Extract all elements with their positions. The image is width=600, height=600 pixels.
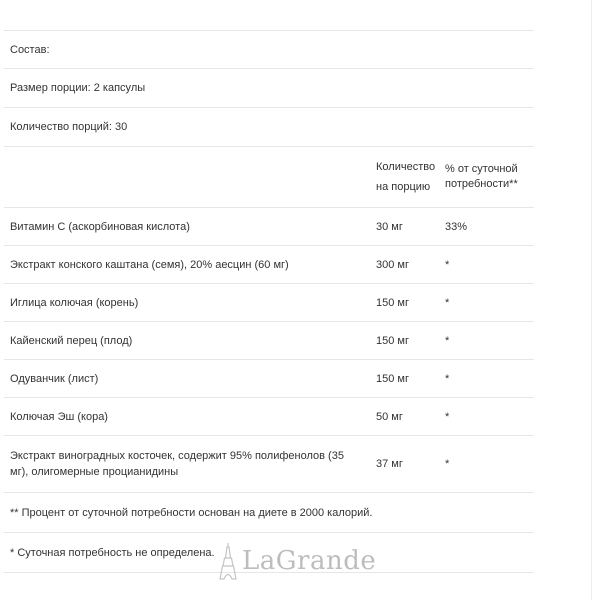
- composition-label: Состав:: [10, 44, 50, 56]
- watermark-text: LaGrande: [242, 546, 377, 576]
- table-row: [4, 284, 534, 322]
- header-amount: Количество на порцию: [376, 161, 436, 193]
- ingredient-amount: 150 мг: [376, 296, 409, 309]
- ingredient-dv: *: [445, 372, 450, 385]
- ingredient-name: Колючая Эш (кора): [10, 410, 108, 423]
- ingredient-name: Кайенский перец (плод): [10, 334, 133, 347]
- table-row: [4, 436, 534, 493]
- ingredient-name: Витамин С (аскорбиновая кислота): [10, 220, 190, 233]
- ingredient-dv: *: [445, 296, 450, 309]
- ingredient-name: Экстракт виноградных косточек, содержит 95% полифенолов (35 мг), олигомерные процианидины: [10, 450, 344, 478]
- footnote-dv-row: [4, 493, 534, 533]
- watermark: [218, 540, 376, 582]
- table-row: [4, 398, 534, 436]
- ingredient-dv: *: [445, 258, 450, 271]
- right-divider: [591, 0, 592, 600]
- ingredient-dv: *: [445, 458, 450, 470]
- eiffel-tower-icon: [218, 542, 238, 580]
- footnote-undefined: * Суточная потребность не определена.: [10, 547, 215, 559]
- composition-row: [4, 31, 534, 69]
- ingredient-dv: *: [445, 334, 450, 347]
- table-row: [4, 360, 534, 398]
- ingredient-name: Иглица колючая (корень): [10, 296, 139, 309]
- ingredient-name: Одуванчик (лист): [10, 372, 99, 385]
- ingredient-name: Экстракт конского каштана (семя), 20% аесцин (60 мг): [10, 258, 289, 271]
- ingredient-amount: 37 мг: [376, 458, 403, 470]
- servings-count-row: [4, 108, 534, 147]
- ingredient-dv: *: [445, 410, 450, 423]
- ingredient-amount: 50 мг: [376, 410, 403, 423]
- table-row: [4, 246, 534, 284]
- serving-size: Размер порции: 2 капсулы: [10, 82, 146, 94]
- footnote-dv: ** Процент от суточной потребности основан на диете в 2000 калорий.: [10, 507, 373, 519]
- serving-size-row: [4, 69, 534, 108]
- ingredient-amount: 150 мг: [376, 372, 409, 385]
- servings-count: Количество порций: 30: [10, 121, 128, 133]
- ingredient-amount: 150 мг: [376, 334, 409, 347]
- supplement-facts-table: [4, 30, 534, 573]
- table-row: [4, 208, 534, 246]
- ingredient-amount: 30 мг: [376, 220, 403, 233]
- header-daily-value: % от суточной потребности**: [445, 163, 518, 190]
- ingredient-amount: 300 мг: [376, 258, 409, 271]
- table-header-row: [4, 147, 534, 208]
- ingredient-dv: 33%: [445, 220, 468, 233]
- table-row: [4, 322, 534, 360]
